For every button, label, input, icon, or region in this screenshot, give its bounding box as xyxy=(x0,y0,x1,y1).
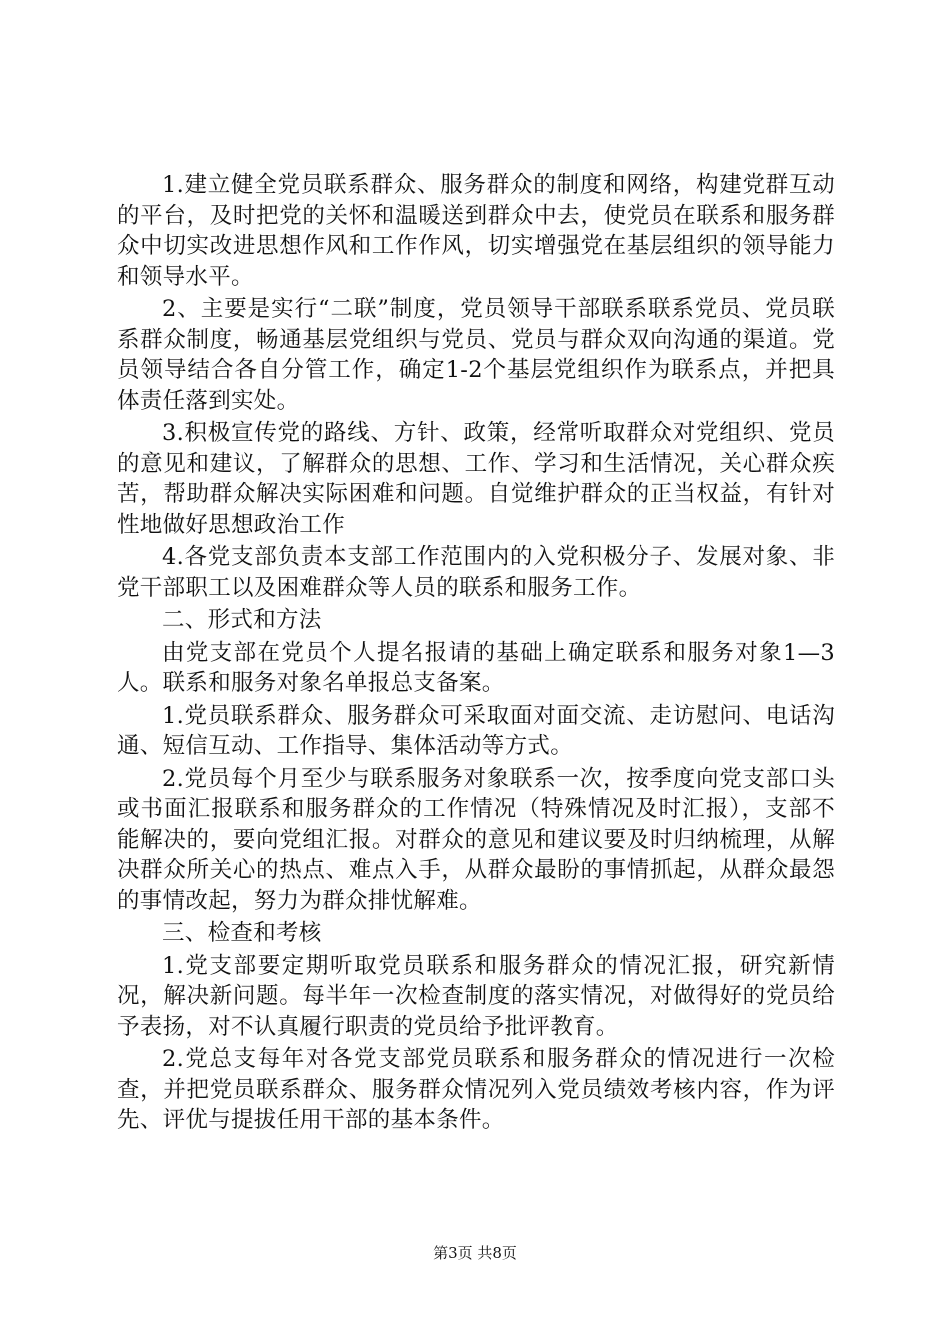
paragraph-item-1: 1.建立健全党员联系群众、服务群众的制度和网络，构建党群互动的平台，及时把党的关怀和温暖送到群众中去，使党员在联系和服务群众中切实改进思想作风和工作作风，切实增强党在基层组织的领导能力和领导水平。 xyxy=(117,172,835,290)
section-heading-inspection: 三、检查和考核 xyxy=(162,920,322,946)
paragraph-item-3: 3.积极宣传党的路线、方针、政策，经常听取群众对党组织、党员的意见和建议，了解群众的思想、工作、学习和生活情况，关心群众疾苦，帮助群众解决实际困难和问题。自觉维护群众的正当权益，有针对性地做好思想政治工作 xyxy=(117,420,835,538)
paragraph-contact-targets: 由党支部在党员个人提名报请的基础上确定联系和服务对象1—3人。联系和服务对象名单报总支备案。 xyxy=(117,639,835,696)
paragraph-inspection-2: 2.党总支每年对各党支部党员联系和服务群众的情况进行一次检查，并把党员联系群众、服务群众情况列入党员绩效考核内容，作为评先、评优与提拔任用干部的基本条件。 xyxy=(117,1046,835,1133)
paragraph-methods-1: 1.党员联系群众、服务群众可采取面对面交流、走访慰问、电话沟通、短信互动、工作指导、集体活动等方式。 xyxy=(117,702,835,759)
paragraph-item-4: 4.各党支部负责本支部工作范围内的入党积极分子、发展对象、非党干部职工以及困难群众等人员的联系和服务工作。 xyxy=(117,544,835,601)
paragraph-item-2: 2、主要是实行“二联”制度，党员领导干部联系联系党员、党员联系群众制度，畅通基层党组织与党员、党员与群众双向沟通的渠道。党员领导结合各自分管工作，确定1-2个基层党组织作为联系点，并把具体责任落到实处。 xyxy=(117,296,835,414)
section-heading-forms: 二、形式和方法 xyxy=(162,607,322,633)
page-number-footer: 第3页 共8页 xyxy=(433,1244,517,1262)
document-body xyxy=(117,170,835,1136)
paragraph-inspection-1: 1.党支部要定期听取党员联系和服务群众的情况汇报，研究新情况，解决新问题。每半年一次检查制度的落实情况，对做得好的党员给予表扬，对不认真履行职责的党员给予批评教育。 xyxy=(117,952,835,1040)
paragraph-methods-2: 2.党员每个月至少与联系服务对象联系一次，按季度向党支部口头或书面汇报联系和服务群众的工作情况（特殊情况及时汇报），支部不能解决的，要向党组汇报。对群众的意见和建议要及时归纳梳理，从解决群众所关心的热点、难点入手，从群众最盼的事情抓起，从群众最怨的事情改起，努力为群众排忧解难。 xyxy=(117,765,835,914)
